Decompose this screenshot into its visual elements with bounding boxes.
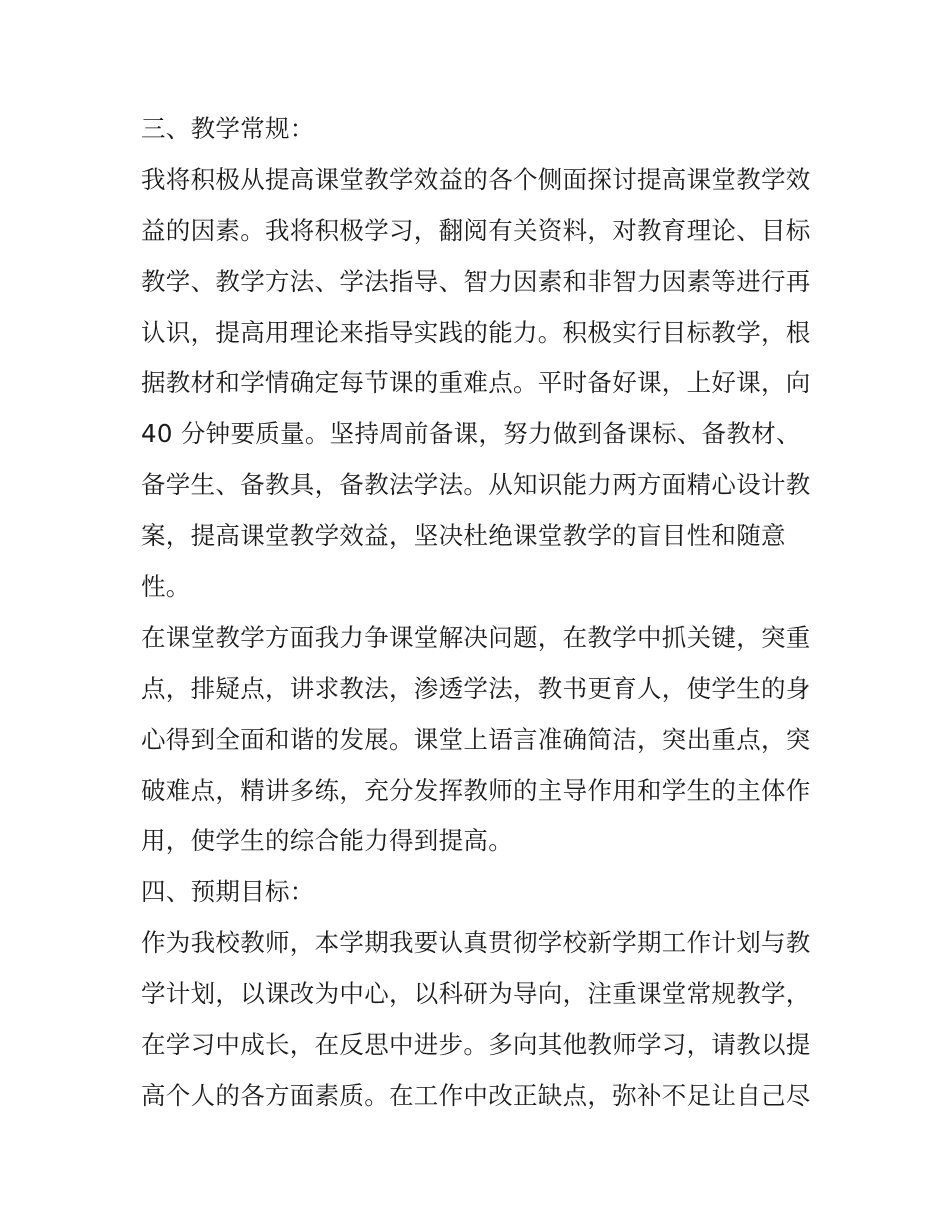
body-line: 破难点，精讲多练，充分发挥教师的主导作用和学生的主体作 <box>141 775 811 805</box>
body-line: 点，排疑点，讲求教法，渗透学法，教书更育人，使学生的身 <box>141 673 811 703</box>
document-body <box>141 104 821 1122</box>
section-heading-3: 三、教学常规： <box>141 114 315 143</box>
body-line: 作为我校教师，本学期我要认真贯彻学校新学期工作计划与教 <box>141 928 811 958</box>
body-line: 我将积极从提高课堂教学效益的各个侧面探讨提高课堂教学效 <box>141 164 811 194</box>
body-line: 在学习中成长，在反思中进步。多向其他教师学习，请教以提 <box>141 1030 811 1060</box>
body-line: 高个人的各方面素质。在工作中改正缺点，弥补不足让自己尽 <box>141 1080 811 1110</box>
body-line: 据教材和学情确定每节课的重难点。平时备好课，上好课，向 <box>141 368 811 398</box>
body-line: 教学、教学方法、学法指导、智力因素和非智力因素等进行再 <box>141 266 811 296</box>
body-line: 用，使学生的综合能力得到提高。 <box>141 826 513 856</box>
body-line: 益的因素。我将积极学习，翻阅有关资料，对教育理论、目标 <box>141 215 811 245</box>
section-heading-4: 四、预期目标： <box>141 877 315 907</box>
body-line: 心得到全面和谐的发展。课堂上语言准确简洁，突出重点，突 <box>141 724 811 754</box>
body-line: 备学生、备教具，备教法学法。从知识能力两方面精心设计教 <box>141 470 811 500</box>
body-line: 40 分钟要质量。坚持周前备课，努力做到备课标、备教材、 <box>141 419 801 449</box>
body-line: 认识，提高用理论来指导实践的能力。积极实行目标教学，根 <box>141 317 811 347</box>
body-line: 在课堂教学方面我力争课堂解决问题，在教学中抓关键，突重 <box>141 622 811 652</box>
body-line: 学计划，以课改为中心，以科研为导向，注重课堂常规教学， <box>141 979 811 1009</box>
body-line: 案，提高课堂教学效益，坚决杜绝课堂教学的盲目性和随意 <box>141 521 786 551</box>
body-line: 性。 <box>141 572 191 602</box>
